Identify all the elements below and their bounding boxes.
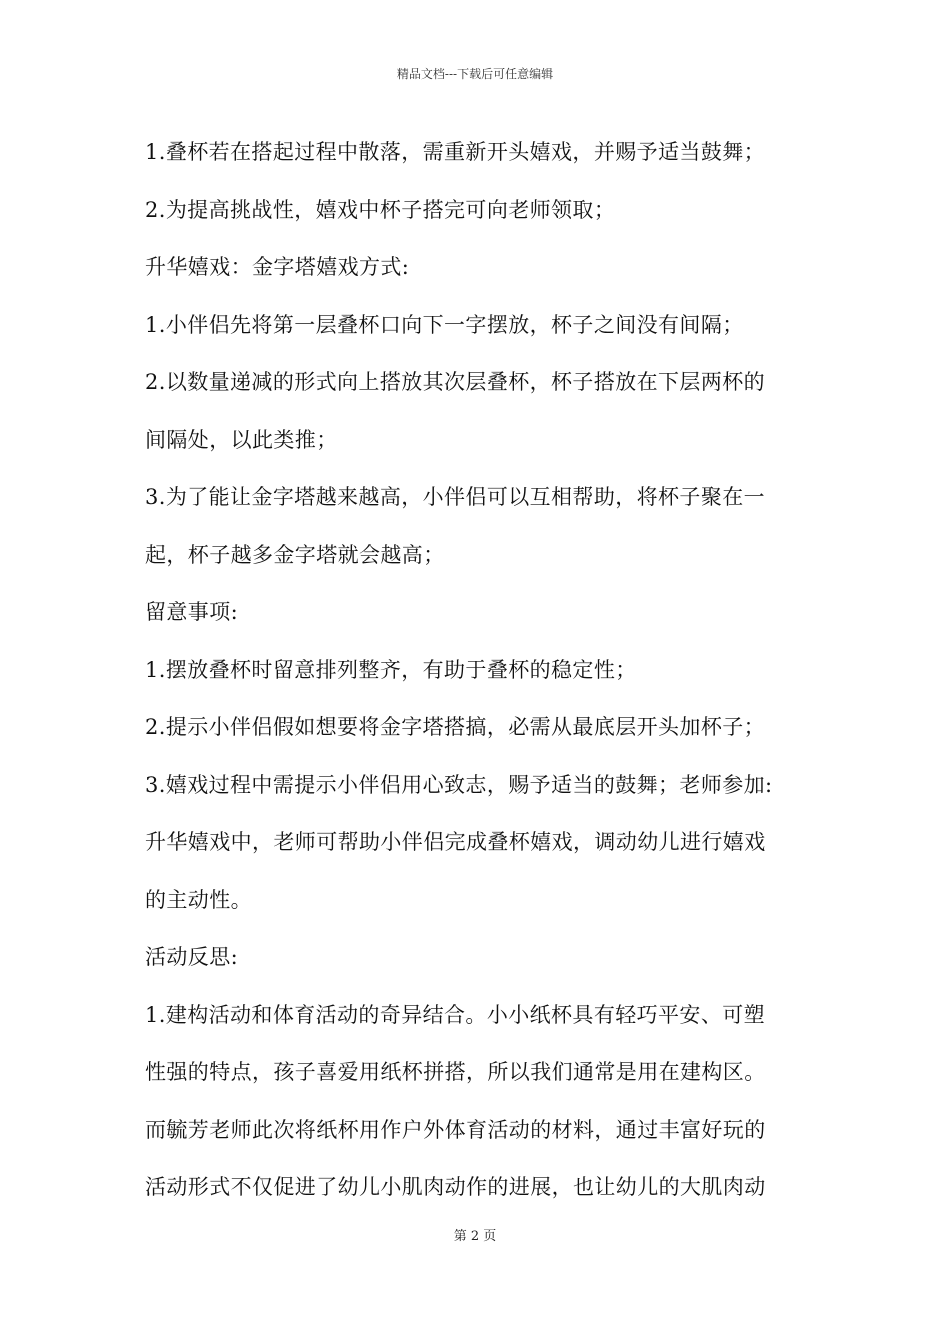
text-line: 而毓芳老师此次将纸杯用作户外体育活动的材料，通过丰富好玩的 <box>145 1117 766 1142</box>
page-header: 精品文档---下载后可任意编辑 <box>396 67 554 81</box>
text-line: 2.以数量递减的形式向上搭放其次层叠杯，杯子搭放在下层两杯的 <box>145 370 766 394</box>
section-heading: 升华嬉戏：金字塔嬉戏方式: <box>145 255 410 279</box>
text-line: 性强的特点，孩子喜爱用纸杯拼搭，所以我们通常是用在建构区。 <box>145 1060 766 1084</box>
text-line: 2.为提高挑战性，嬉戏中杯子搭完可向老师领取； <box>145 197 616 222</box>
text-line: 的主动性。 <box>145 887 252 912</box>
text-line: 1.建构活动和体育活动的奇异结合。小小纸杯具有轻巧平安、可塑 <box>145 1002 766 1027</box>
text-line: 活动形式不仅促进了幼儿小肌肉动作的进展，也让幼儿的大肌肉动 <box>145 1175 766 1199</box>
text-line: 1.小伴侣先将第一层叠杯口向下一字摆放，杯子之间没有间隔； <box>145 312 744 337</box>
text-line: 间隔处，以此类推； <box>145 427 338 452</box>
text-line: 3.嬉戏过程中需提示小伴侣用心致志，赐予适当的鼓舞；老师参加: <box>145 772 773 797</box>
section-heading: 留意事项: <box>145 600 239 624</box>
page-number: 第 2 页 <box>453 1229 497 1244</box>
text-line: 2.提示小伴侣假如想要将金字塔搭搞，必需从最底层开头加杯子； <box>145 715 766 739</box>
section-heading: 活动反思: <box>145 945 239 969</box>
text-line: 1.摆放叠杯时留意排列整齐，有助于叠杯的稳定性； <box>145 657 637 682</box>
text-line: 3.为了能让金字塔越来越高，小伴侣可以互相帮助，将杯子聚在一 <box>145 485 766 509</box>
text-line: 起，杯子越多金字塔就会越高； <box>145 542 445 567</box>
text-line: 升华嬉戏中，老师可帮助小伴侣完成叠杯嬉戏，调动幼儿进行嬉戏 <box>145 830 766 854</box>
text-line: 1.叠杯若在搭起过程中散落，需重新开头嬉戏，并赐予适当鼓舞； <box>145 140 766 164</box>
document-body <box>145 124 810 1217</box>
